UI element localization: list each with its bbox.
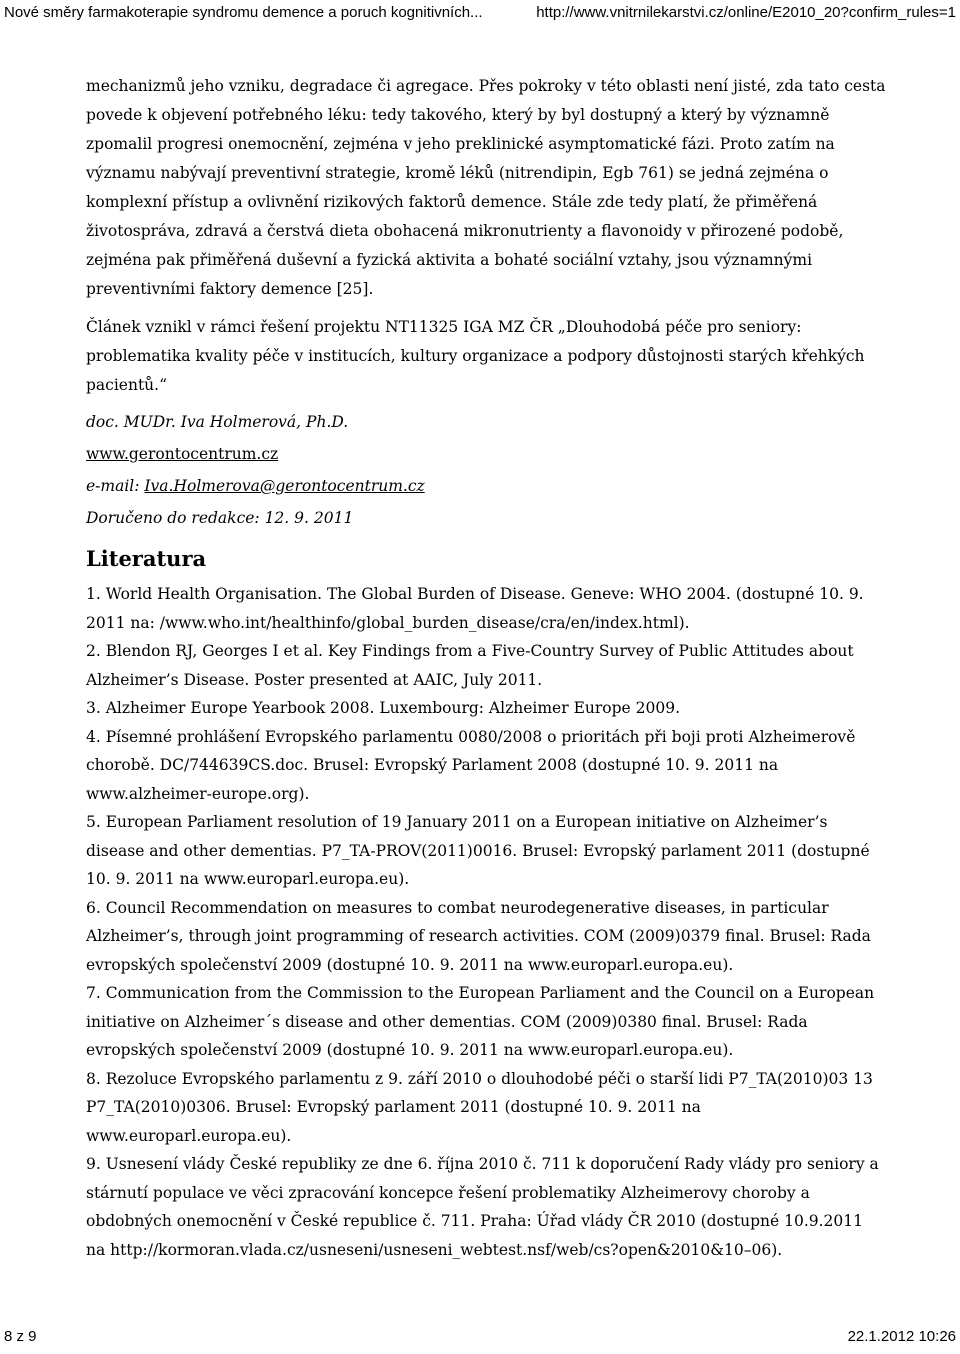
reference-item: 1. World Health Organisation. The Global Burden of Disease. Geneve: WHO 2004. (dostupné 10. 9. 2011 na: /www.who.int/healthinfo/global_burden_disease/cra/en/index.html). bbox=[86, 585, 864, 632]
print-datetime: 22.1.2012 10:26 bbox=[847, 1328, 956, 1345]
received-date: Doručeno do redakce: 12. 9. 2011 bbox=[86, 509, 354, 527]
email-line bbox=[86, 474, 886, 498]
reference-item: 7. Communication from the Commission to the European Parliament and the Council on a European initiative on Alzheimer´s disease and other dementias. COM (2009)0380 final. Brusel: Rada evropských společenství 2009 (dostupné 10. 9. 2011 na www.europarl.europa.eu). bbox=[86, 984, 875, 1059]
reference-list bbox=[86, 580, 886, 1264]
email-link[interactable]: Iva.Holmerova@gerontocentrum.cz bbox=[144, 477, 425, 495]
website-link[interactable]: www.gerontocentrum.cz bbox=[86, 445, 279, 463]
reference-item: 4. Písemné prohlášení Evropského parlamentu 0080/2008 o prioritách při boji proti Alzheimerově chorobě. DC/744639CS.doc. Brusel: Evropský Parlament 2008 (dostupné 10. 9. 2011 na www.alzheimer-europe.org). bbox=[86, 727, 856, 803]
article-funding-note: Článek vznikl v rámci řešení projektu NT11325 IGA MZ ČR „Dlouhodobá péče pro seniory: problematika kvality péče v institucích, kultury organizace a podpory důstojnosti starých křehkých pacientů.“ bbox=[86, 318, 865, 394]
print-header bbox=[0, 0, 960, 28]
reference-item: 5. European Parliament resolution of 19 January 2011 on a European initiative on Alzheimer’s disease and other dementias. P7_TA-PROV(2011)0016. Brusel: Evropský parlament 2011 (dostupné 10. 9. 2011 na www.europarl.europa.eu). bbox=[86, 813, 870, 888]
page-number: 8 z 9 bbox=[4, 1328, 37, 1345]
article-paragraph: mechanizmů jeho vzniku, degradace či agregace. Přes pokroky v této oblasti není jisté, zda tato cesta povede k objevení potřebného léku: tedy takového, který by byl dostupný a který by významně zpomalil progresi onemocnění, zejména v jeho preklinické asymptomatické fázi. Proto zatím na významu nabývají preventivní strategie, kromě léků (nitrendipin, Egb 761) se jedná zejména o komplexní přístup a ovlivnění rizikových faktorů demence. Stále zde tedy platí, že přiměřená životospráva, zdravá a čerstvá dieta obohacená mikronutrienty a flavonoidy v přirozené podobě, zejména pak přiměřená duševní a fyzická aktivita a bohaté sociální vztahy, jsou významnými preventivními faktory demence [25]. bbox=[86, 77, 886, 298]
literature-heading: Literatura bbox=[86, 546, 207, 571]
reference-item: 6. Council Recommendation on measures to combat neurodegenerative diseases, in particular Alzheimer’s, through joint programming of research activities. COM (2009)0379 final. Brusel: Rada evropských společenství 2009 (dostupné 10. 9. 2011 na www.europarl.europa.eu). bbox=[86, 898, 871, 974]
reference-item: 8. Rezoluce Evropského parlamentu z 9. září 2010 o dlouhodobé péči o starší lidi P7_TA(2010)03 13 P7_TA(2010)0306. Brusel: Evropský parlament 2011 (dostupné 10. 9. 2011 na www.europarl.europa.eu). bbox=[86, 1069, 873, 1145]
author-name: doc. MUDr. Iva Holmerová, Ph.D. bbox=[86, 413, 349, 431]
header-page-title: Nové směry farmakoterapie syndromu demence a poruch kognitivních... bbox=[4, 4, 483, 21]
header-url: http://www.vnitrnilekarstvi.cz/online/E2010_20?confirm_rules=1 bbox=[536, 4, 956, 21]
reference-item: 9. Usnesení vlády České republiky ze dne 6. října 2010 č. 711 k doporučení Rady vlády pro seniory a stárnutí populace ve věci zpracování koncepce řešení problematiky Alzheimerovy choroby a obdobných onemocnění v České republice č. 711. Praha: Úřad vlády ČR 2010 (dostupné 10.9.2011 na http://kormoran.vlada.cz/usneseni/usneseni_webtest.nsf/web/cs?open&2010&10–06). bbox=[86, 1155, 879, 1259]
print-footer bbox=[0, 1322, 960, 1352]
article-content bbox=[86, 72, 886, 1264]
reference-item: 2. Blendon RJ, Georges I et al. Key Findings from a Five-Country Survey of Public Attitudes about Alzheimer’s Disease. Poster presented at AAIC, July 2011. bbox=[86, 642, 854, 689]
reference-item: 3. Alzheimer Europe Yearbook 2008. Luxembourg: Alzheimer Europe 2009. bbox=[86, 699, 681, 717]
email-label: e-mail: bbox=[86, 477, 145, 495]
